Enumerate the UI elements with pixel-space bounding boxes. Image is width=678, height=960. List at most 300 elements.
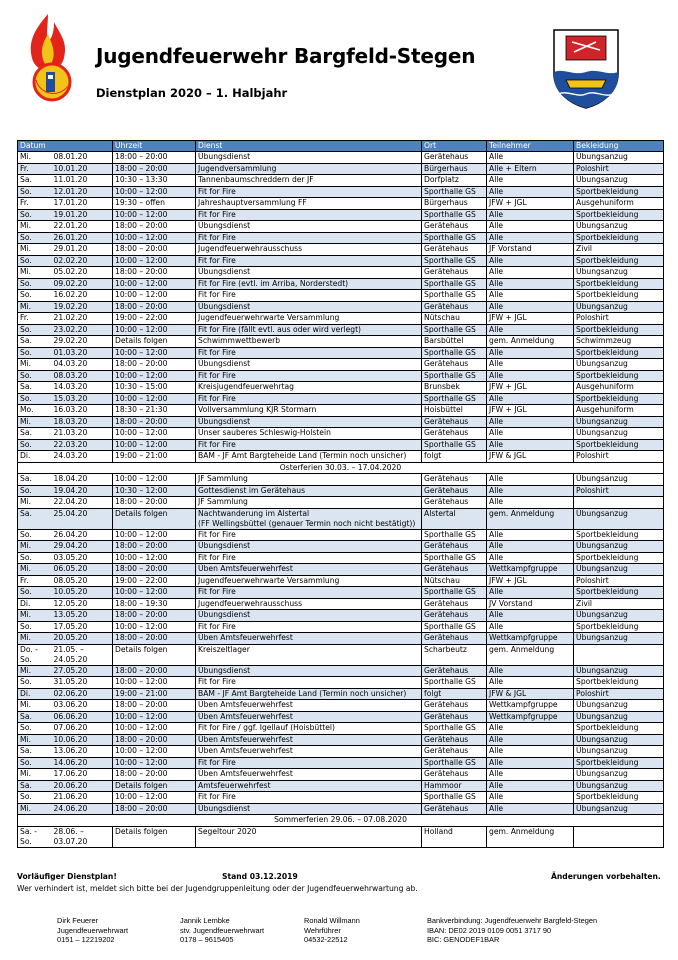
cell-service: Fit for Fire (196, 792, 422, 804)
cell-date: 20.06.20 (52, 780, 113, 792)
cell-clothing: Sportbekleidung (574, 439, 664, 451)
cell-time: 19:00 – 21:00 (113, 451, 196, 463)
cell-clothing: Sportbekleidung (574, 370, 664, 382)
cell-participants: Alle (487, 485, 574, 497)
cell-day: Mi. (18, 541, 52, 553)
cell-date: 10.01.20 (52, 163, 113, 175)
cell-participants: Alle (487, 209, 574, 221)
cell-clothing: Übungsanzug (574, 769, 664, 781)
cell-service: Vollversammlung KJR Stormarn (196, 405, 422, 417)
cell-day: Mi. (18, 221, 52, 233)
cell-place: Gerätehaus (422, 244, 487, 256)
cell-participants: Alle (487, 792, 574, 804)
cell-day: Mi. (18, 497, 52, 509)
column-header-time: Uhrzeit (113, 141, 196, 152)
cell-clothing: Übungsanzug (574, 175, 664, 187)
cell-place: Gerätehaus (422, 633, 487, 645)
cell-time: 10:00 – 12:00 (113, 393, 196, 405)
cell-day: Mi. (18, 734, 52, 746)
cell-day: So. (18, 347, 52, 359)
cell-day-line: So. (20, 836, 32, 846)
cell-day: Mi. (18, 665, 52, 677)
cell-service: Üben Amtsfeuerwehrfest (196, 746, 422, 758)
cell-service: Fit for Fire (196, 677, 422, 689)
cell-participants: Alle (487, 529, 574, 541)
cell-date: 29.01.20 (52, 244, 113, 256)
page-subtitle: Dienstplan 2020 – 1. Halbjahr (96, 86, 288, 100)
cell-date: 25.04.20 (52, 508, 113, 529)
cell-clothing: Übungsanzug (574, 700, 664, 712)
cell-clothing: Übungsanzug (574, 301, 664, 313)
cell-time: 10:00 – 12:00 (113, 621, 196, 633)
bank-details (427, 916, 597, 945)
cell-day: Fr. (18, 163, 52, 175)
cell-service: Üben Amtsfeuerwehrfest (196, 564, 422, 576)
cell-service: Fit for Fire (196, 587, 422, 599)
cell-clothing: Sportbekleidung (574, 723, 664, 735)
cell-time: 10:00 – 12:00 (113, 746, 196, 758)
table-row (18, 313, 664, 325)
cell-time: 10:00 – 12:00 (113, 186, 196, 198)
cell-date: 01.03.20 (52, 347, 113, 359)
cell-time: 10:00 – 12:00 (113, 278, 196, 290)
bank-iban: IBAN: DE02 2019 0109 0051 3717 90 (427, 925, 552, 935)
table-row (18, 290, 664, 302)
cell-service: Fit for Fire (evtl. im Arriba, Norderstedt) (196, 278, 422, 290)
cell-place: Bürgerhaus (422, 163, 487, 175)
cell-time: 10:00 – 12:00 (113, 290, 196, 302)
cell-clothing: Poloshirt (574, 163, 664, 175)
cell-time: 18:00 – 20:00 (113, 803, 196, 815)
schedule-table (17, 140, 664, 848)
cell-service: Üben Amtsfeuerwehrfest (196, 769, 422, 781)
cell-day: So. (18, 587, 52, 599)
cell-service: Jugendversammlung (196, 163, 422, 175)
cell-place: Gerätehaus (422, 474, 487, 486)
table-row (18, 529, 664, 541)
table-row (18, 382, 664, 394)
cell-clothing: Übungsanzug (574, 633, 664, 645)
cell-place: Gerätehaus (422, 803, 487, 815)
cell-place: Dorfplatz (422, 175, 487, 187)
cell-participants: Alle (487, 232, 574, 244)
cell-day: Sa. (18, 711, 52, 723)
cell-day: Sa. (18, 428, 52, 440)
cell-participants: Wettkampfgruppe (487, 633, 574, 645)
cell-date: 13.06.20 (52, 746, 113, 758)
cell-date-line: 28.06. – (53, 826, 84, 836)
table-row (18, 255, 664, 267)
cell-date: 21.03.20 (52, 428, 113, 440)
cell-clothing: Übungsanzug (574, 508, 664, 529)
cell-day: Sa. (18, 336, 52, 348)
cell-date: 11.01.20 (52, 175, 113, 187)
cell-clothing: Poloshirt (574, 451, 664, 463)
cell-participants: Alle (487, 359, 574, 371)
cell-time: 18:00 – 20:00 (113, 665, 196, 677)
cell-time: 18:00 – 20:00 (113, 359, 196, 371)
cell-date: 19.01.20 (52, 209, 113, 221)
table-row (18, 575, 664, 587)
cell-time: 10:00 – 12:00 (113, 792, 196, 804)
holiday-label: Sommerferien 29.06. – 07.08.2020 (18, 815, 664, 827)
status-date: Stand 03.12.2019 (222, 872, 298, 881)
contact-block (57, 916, 128, 945)
cell-day: Mi. (18, 803, 52, 815)
table-row (18, 700, 664, 712)
cell-place: Sporthalle GS (422, 370, 487, 382)
cell-date: 03.05.20 (52, 552, 113, 564)
cell-place: Gerätehaus (422, 428, 487, 440)
cell-participants: Wettkampfgruppe (487, 564, 574, 576)
cell-participants: Alle (487, 497, 574, 509)
cell-time: 10:30 – 12:00 (113, 485, 196, 497)
cell-time: 18:00 – 20:00 (113, 152, 196, 164)
cell-date: 04.03.20 (52, 359, 113, 371)
cell-clothing: Übungsanzug (574, 221, 664, 233)
table-row (18, 278, 664, 290)
cell-day: Sa. (18, 382, 52, 394)
cell-date: 31.05.20 (52, 677, 113, 689)
cell-time: 18:00 – 19:30 (113, 598, 196, 610)
cell-time: 18:30 – 21:30 (113, 405, 196, 417)
cell-participants: Alle (487, 552, 574, 564)
contact-phone: 04532-22512 (304, 935, 348, 945)
cell-participants: JFW & JGL (487, 688, 574, 700)
cell-participants: JV Vorstand (487, 598, 574, 610)
holiday-separator-row (18, 815, 664, 827)
bank-bic: BIC: GENODEF1BAR (427, 935, 500, 945)
cell-day: Mo. (18, 405, 52, 417)
cell-place: Gerätehaus (422, 301, 487, 313)
cell-participants: Alle (487, 255, 574, 267)
cell-date: 27.05.20 (52, 665, 113, 677)
cell-participants: JFW + JGL (487, 405, 574, 417)
cell-day: So. (18, 439, 52, 451)
cell-place: Bürgerhaus (422, 198, 487, 210)
cell-participants: Alle (487, 665, 574, 677)
table-row (18, 723, 664, 735)
cell-place: Gerätehaus (422, 485, 487, 497)
table-row (18, 232, 664, 244)
cell-clothing (574, 826, 664, 847)
cell-time: 10:00 – 12:00 (113, 552, 196, 564)
cell-clothing: Übungsanzug (574, 665, 664, 677)
cell-clothing: Übungsanzug (574, 711, 664, 723)
cell-service: Übungsdienst (196, 803, 422, 815)
cell-service: Amtsfeuerwehrfest (196, 780, 422, 792)
column-header-place: Ort (422, 141, 487, 152)
cell-date: 10.05.20 (52, 587, 113, 599)
cell-place: Sporthalle GS (422, 186, 487, 198)
table-row (18, 485, 664, 497)
table-row (18, 665, 664, 677)
cell-service: Übungsdienst (196, 665, 422, 677)
cell-service: Fit for Fire (fällt evtl. aus oder wird verlegt) (196, 324, 422, 336)
cell-place: Sporthalle GS (422, 529, 487, 541)
provisional-note: Vorläufiger Dienstplan! (17, 872, 117, 881)
cell-clothing: Poloshirt (574, 575, 664, 587)
cell-place: Gerätehaus (422, 610, 487, 622)
cell-date (52, 644, 113, 665)
cell-service: Übungsdienst (196, 152, 422, 164)
cell-place: Sporthalle GS (422, 347, 487, 359)
cell-clothing: Sportbekleidung (574, 186, 664, 198)
cell-time: 10:00 – 12:00 (113, 757, 196, 769)
cell-place: Gerätehaus (422, 665, 487, 677)
cell-time: Details folgen (113, 644, 196, 665)
cell-participants: Alle (487, 610, 574, 622)
cell-day-line: So. (20, 654, 32, 664)
cell-participants: Alle (487, 734, 574, 746)
cell-date: 15.03.20 (52, 393, 113, 405)
cell-place: folgt (422, 688, 487, 700)
cell-time: 18:00 – 20:00 (113, 564, 196, 576)
table-row (18, 324, 664, 336)
cell-time: Details folgen (113, 826, 196, 847)
cell-service: Übungsdienst (196, 301, 422, 313)
cell-time: 18:00 – 20:00 (113, 221, 196, 233)
cell-day: Sa. (18, 175, 52, 187)
cell-clothing: Übungsanzug (574, 610, 664, 622)
cell-place: Gerätehaus (422, 564, 487, 576)
cell-service: Üben Amtsfeuerwehrfest (196, 633, 422, 645)
changes-note: Änderungen vorbehalten. (551, 872, 661, 881)
cell-place: Sporthalle GS (422, 621, 487, 633)
cell-date: 07.06.20 (52, 723, 113, 735)
cell-time: 18:00 – 20:00 (113, 610, 196, 622)
cell-date (52, 826, 113, 847)
cell-service: Üben Amtsfeuerwehrfest (196, 700, 422, 712)
cell-time: 10:00 – 12:00 (113, 232, 196, 244)
table-row (18, 428, 664, 440)
cell-day: Mi. (18, 359, 52, 371)
cell-day: So. (18, 290, 52, 302)
cell-place: Sporthalle GS (422, 677, 487, 689)
cell-day: Mi. (18, 769, 52, 781)
contact-phone: 0151 – 12219202 (57, 935, 115, 945)
cell-clothing: Übungsanzug (574, 564, 664, 576)
cell-time: 19:30 – offen (113, 198, 196, 210)
cell-clothing: Übungsanzug (574, 267, 664, 279)
cell-place: Sporthalle GS (422, 255, 487, 267)
cell-clothing: Schwimmzeug (574, 336, 664, 348)
cell-day: Di. (18, 598, 52, 610)
cell-place: Sporthalle GS (422, 723, 487, 735)
cell-day: Sa. (18, 780, 52, 792)
table-row (18, 163, 664, 175)
column-header-clothing: Bekleidung (574, 141, 664, 152)
cell-time: 18:00 – 20:00 (113, 633, 196, 645)
cell-place: Barsbüttel (422, 336, 487, 348)
cell-participants: Alle (487, 267, 574, 279)
cell-clothing: Übungsanzug (574, 359, 664, 371)
cell-service: BAM - JF Amt Bargteheide Land (Termin noch unsicher) (196, 451, 422, 463)
cell-service: Fit for Fire (196, 621, 422, 633)
cell-time: 19:00 – 22:00 (113, 313, 196, 325)
cell-service: Jugendfeuerwehrwarte Versammlung (196, 575, 422, 587)
cell-participants: gem. Anmeldung (487, 826, 574, 847)
table-row (18, 598, 664, 610)
cell-place: Sporthalle GS (422, 209, 487, 221)
cell-place: Gerätehaus (422, 416, 487, 428)
cell-date: 06.05.20 (52, 564, 113, 576)
cell-participants: Alle (487, 587, 574, 599)
cell-service: Fit for Fire (196, 232, 422, 244)
cell-day: Mi. (18, 244, 52, 256)
cell-service: Jugendfeuerwehrausschuss (196, 598, 422, 610)
cell-day: So. (18, 792, 52, 804)
column-header-participants: Teilnehmer (487, 141, 574, 152)
cell-participants: JFW + JGL (487, 382, 574, 394)
cell-clothing: Zivil (574, 244, 664, 256)
cell-time: 18:00 – 20:00 (113, 244, 196, 256)
cell-day: Sa. (18, 474, 52, 486)
table-row (18, 370, 664, 382)
cell-time: 18:00 – 20:00 (113, 163, 196, 175)
cell-day: Di. (18, 688, 52, 700)
cell-day: Sa. (18, 746, 52, 758)
cell-clothing: Übungsanzug (574, 734, 664, 746)
cell-service: Übungsdienst (196, 416, 422, 428)
cell-place: Gerätehaus (422, 152, 487, 164)
table-row (18, 244, 664, 256)
cell-date: 09.02.20 (52, 278, 113, 290)
cell-date: 12.01.20 (52, 186, 113, 198)
table-row (18, 175, 664, 187)
cell-service: JF Sammlung (196, 497, 422, 509)
cell-service: Tannenbaumschreddern der JF (196, 175, 422, 187)
cell-service: Fit for Fire (196, 186, 422, 198)
cell-service: Fit for Fire / ggf. Igellauf (Hoisbüttel) (196, 723, 422, 735)
table-row (18, 508, 664, 529)
table-row (18, 497, 664, 509)
cell-date: 08.01.20 (52, 152, 113, 164)
cell-day: So. (18, 209, 52, 221)
cell-place: Gerätehaus (422, 541, 487, 553)
cell-place: Gerätehaus (422, 267, 487, 279)
cell-participants: Alle (487, 780, 574, 792)
cell-date: 08.03.20 (52, 370, 113, 382)
table-row (18, 757, 664, 769)
cell-time: 10:00 – 12:00 (113, 587, 196, 599)
cell-participants: Alle (487, 541, 574, 553)
cell-date: 18.03.20 (52, 416, 113, 428)
cell-service: Gottesdienst im Gerätehaus (196, 485, 422, 497)
cell-clothing: Übungsanzug (574, 416, 664, 428)
cell-date: 14.06.20 (52, 757, 113, 769)
table-row (18, 416, 664, 428)
cell-participants: Alle (487, 769, 574, 781)
cell-participants: Alle (487, 175, 574, 187)
cell-time: Details folgen (113, 508, 196, 529)
cell-service-line: (FF Wellingsbüttel (genauer Termin noch nicht bestätigt)) (198, 518, 416, 528)
cell-date: 29.02.20 (52, 336, 113, 348)
cell-date: 06.06.20 (52, 711, 113, 723)
cell-place: Alstertal (422, 508, 487, 529)
cell-clothing: Sportbekleidung (574, 290, 664, 302)
cell-participants: Alle (487, 474, 574, 486)
cell-participants: Wettkampfgruppe (487, 700, 574, 712)
cell-clothing: Sportbekleidung (574, 792, 664, 804)
cell-participants: Alle (487, 803, 574, 815)
table-row (18, 633, 664, 645)
cell-date: 12.05.20 (52, 598, 113, 610)
cell-date: 05.02.20 (52, 267, 113, 279)
table-row (18, 152, 664, 164)
cell-service-line: Nachtwanderung im Alstertal (198, 508, 310, 518)
cell-day: So. (18, 232, 52, 244)
cell-service: Üben Amtsfeuerwehrfest (196, 711, 422, 723)
schedule-body (18, 152, 664, 848)
table-row (18, 564, 664, 576)
cell-date: 21.02.20 (52, 313, 113, 325)
cell-date-line: 24.05.20 (53, 654, 88, 664)
cell-place: Gerätehaus (422, 734, 487, 746)
cell-participants: Alle (487, 757, 574, 769)
table-row (18, 393, 664, 405)
cell-day: So. (18, 370, 52, 382)
table-row (18, 711, 664, 723)
cell-date: 23.02.20 (52, 324, 113, 336)
cell-participants: gem. Anmeldung (487, 336, 574, 348)
table-row (18, 267, 664, 279)
cell-place: Sporthalle GS (422, 324, 487, 336)
cell-service: Fit for Fire (196, 529, 422, 541)
contact-phone: 0178 – 9615405 (180, 935, 234, 945)
cell-day-line: Sa. - (20, 826, 38, 836)
table-row (18, 780, 664, 792)
contact-name: Dirk Feuerer (57, 916, 99, 925)
table-row (18, 405, 664, 417)
cell-clothing (574, 497, 664, 509)
cell-participants: Alle (487, 278, 574, 290)
cell-service: JF Sammlung (196, 474, 422, 486)
cell-service: Übungsdienst (196, 221, 422, 233)
cell-place: Sporthalle GS (422, 290, 487, 302)
cell-time: 10:00 – 12:00 (113, 439, 196, 451)
contact-name: Ronald Willmann (304, 916, 360, 925)
cell-day: Fr. (18, 313, 52, 325)
cell-day: So. (18, 485, 52, 497)
cell-service (196, 508, 422, 529)
cell-service: Unser sauberes Schleswig-Holstein (196, 428, 422, 440)
cell-time: 18:00 – 20:00 (113, 497, 196, 509)
cell-clothing (574, 644, 664, 665)
cell-day: Sa. (18, 508, 52, 529)
cell-day: So. (18, 552, 52, 564)
cell-day: Di. (18, 451, 52, 463)
cell-clothing: Übungsanzug (574, 746, 664, 758)
cell-participants: Alle (487, 393, 574, 405)
cell-date: 19.02.20 (52, 301, 113, 313)
cell-participants: Alle (487, 677, 574, 689)
cell-clothing: Sportbekleidung (574, 393, 664, 405)
cell-clothing: Sportbekleidung (574, 324, 664, 336)
table-row (18, 587, 664, 599)
cell-participants: Alle (487, 152, 574, 164)
holiday-label: Osterferien 30.03. – 17.04.2020 (18, 462, 664, 474)
cell-day: So. (18, 186, 52, 198)
table-row (18, 621, 664, 633)
cell-date: 24.06.20 (52, 803, 113, 815)
contact-block (304, 916, 360, 945)
cell-date-line: 21.05. – (53, 644, 84, 654)
cell-date: 22.04.20 (52, 497, 113, 509)
cell-time: 18:00 – 20:00 (113, 416, 196, 428)
cell-date: 29.04.20 (52, 541, 113, 553)
absence-notice: Wer verhindert ist, meldet sich bitte bei der Jugendgruppenleitung oder der Jugendfeuerwehrwartung ab. (17, 884, 418, 893)
